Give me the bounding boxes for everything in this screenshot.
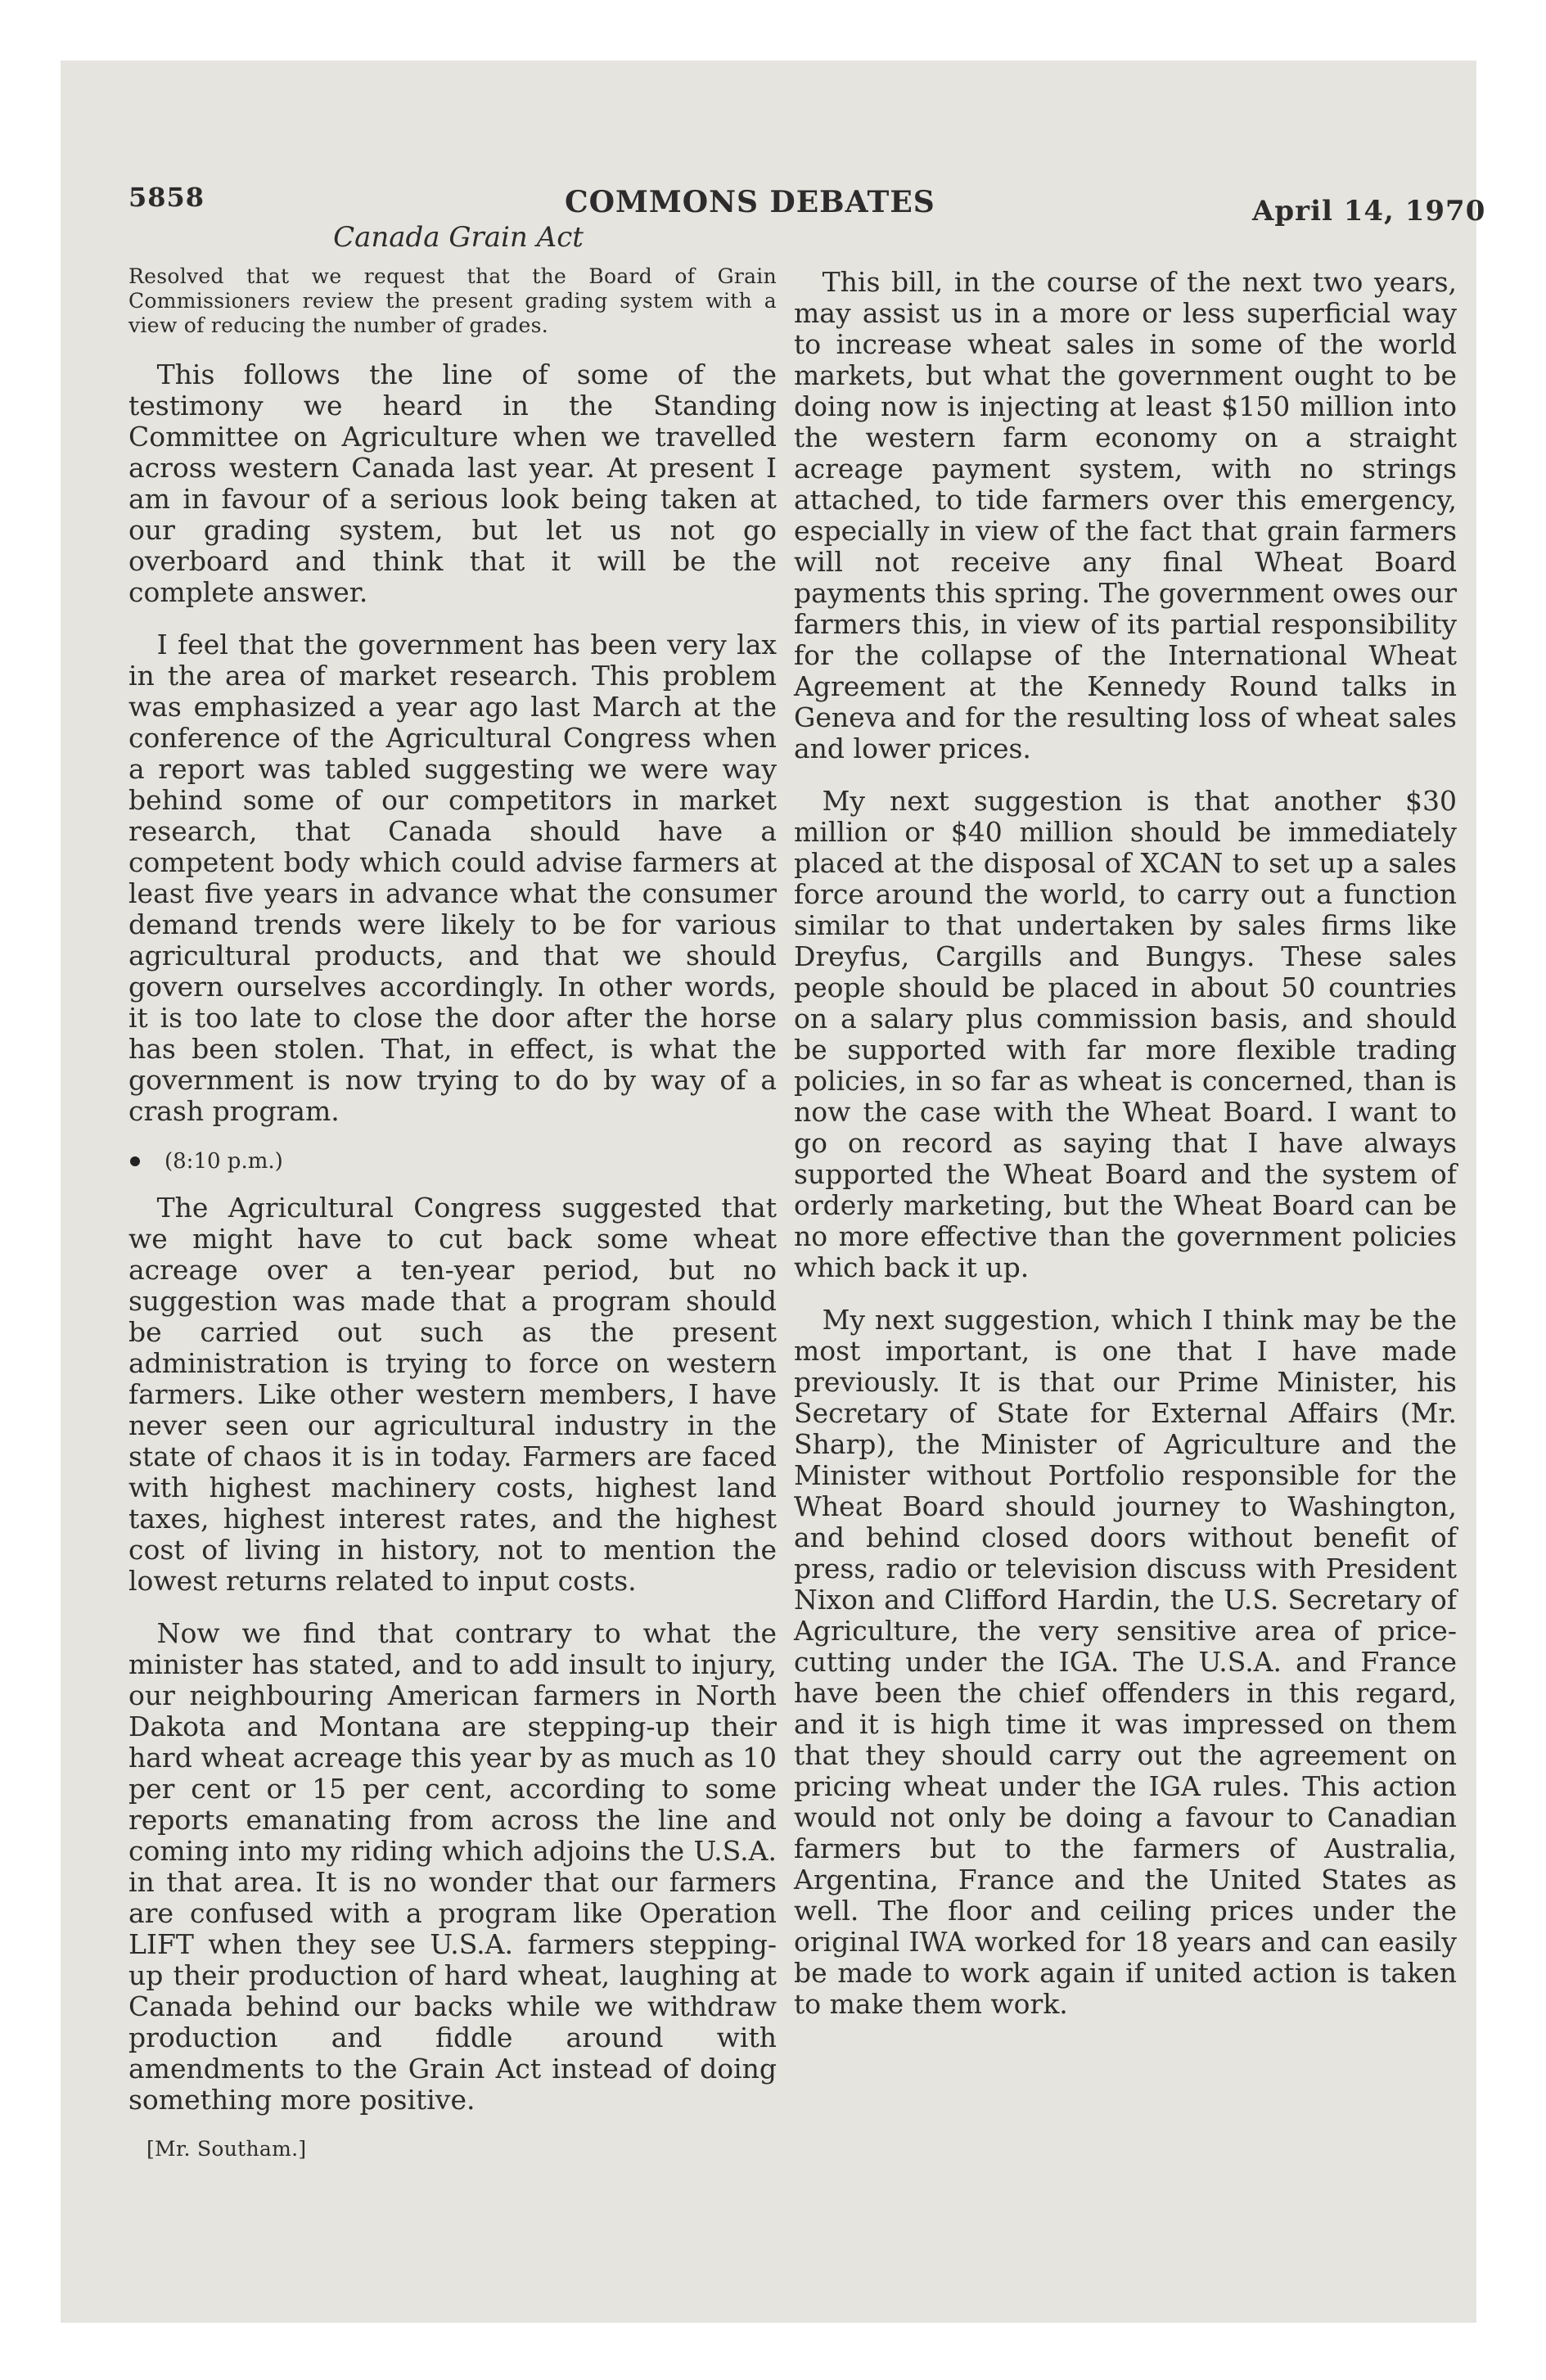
- time-stamp-text: (8:10 p.m.): [165, 1149, 283, 1174]
- publication-title: COMMONS DEBATES: [565, 185, 935, 219]
- time-stamp: [128, 1148, 777, 1174]
- paragraph: Now we find that contrary to what the minister has stated, and to add insult to injury, our neighbouring American farmers in North Dakota and Montana are stepping-up their hard wheat acreage this year by as much as 10 per cent or 15 per cent, according to some reports emanating from across the line and coming into my riding which adjoins the U.S.A. in that area. It is no wonder that our farmers are confused with a program like Operation LIFT when they see U.S.A. farmers stepping-up their production of hard wheat, laughing at Canada behind our backs while we withdraw production and fiddle around with amendments to the Grain Act instead of doing something more positive.: [128, 1617, 777, 2116]
- resolution-text: Resolved that we request that the Board of Grain Commissioners review the present grading system with a view of reducing the number of grades.: [128, 264, 777, 337]
- paragraph: The Agricultural Congress suggested that we might have to cut back some wheat acreage over a ten-year period, but no suggestion was made that a program should be carried out such as the present administration is trying to force on western farmers. Like other western members, I have never seen our agricultural industry in the state of chaos it is in today. Farmers are faced with highest machinery costs, highest land taxes, highest interest rates, and the highest cost of living in history, not to mention the lowest returns related to input costs.: [128, 1192, 777, 1597]
- bullet-icon: [130, 1156, 140, 1166]
- paragraph: This follows the line of some of the testimony we heard in the Standing Committee on Agriculture when we travelled across western Canada last year. At present I am in favour of a serious look being taken at our grading system, but let us not go overboard and think that it will be the complete answer.: [128, 358, 777, 608]
- paragraph: My next suggestion is that another $30 million or $40 million should be immediately placed at the disposal of XCAN to set up a sales force around the world, to carry out a function similar to that undertaken by sales firms like Dreyfus, Cargills and Bungys. These sales people should be placed in about 50 countries on a salary plus commission basis, and should be supported with far more flexible trading policies, in so far as wheat is concerned, than is now the case with the Wheat Board. I want to go on record as saying that I have always supported the Wheat Board and the system of orderly marketing, but the Wheat Board can be no more effective than the government policies which back it up.: [794, 785, 1457, 1283]
- left-column: [128, 264, 777, 2161]
- paragraph: I feel that the government has been very lax in the area of market research. This problem was emphasized a year ago last March at the conference of the Agricultural Congress when a report was tabled suggesting we were way behind some of our competitors in market research, that Canada should have a competent body which could advise farmers at least five years in advance what the consumer demand trends were likely to be for various agricultural products, and that we should govern ourselves accordingly. In other words, it is too late to close the door after the horse has been stolen. That, in effect, is what the government is now trying to do by way of a crash program.: [128, 629, 777, 1127]
- speaker-attribution: [Mr. Southam.]: [146, 2137, 307, 2161]
- paragraph: This bill, in the course of the next two years, may assist us in a more or less superficial way to increase wheat sales in some of the world markets, but what the government ought to be doing now is injecting at least $150 million into the western farm economy on a straight acreage payment system, with no strings attached, to tide farmers over this emergency, especially in view of the fact that grain farmers will not receive any final Wheat Board payments this spring. The government owes our farmers this, in view of its partial responsibility for the collapse of the International Wheat Agreement at the Kennedy Round talks in Geneva and for the resulting loss of wheat sales and lower prices.: [794, 266, 1457, 764]
- right-column: [794, 267, 1457, 2041]
- page-number: 5858: [128, 182, 205, 213]
- debate-date: April 14, 1970: [1252, 195, 1486, 228]
- paragraph: My next suggestion, which I think may be the most important, is one that I have made previously. It is that our Prime Minister, his Secretary of State for External Affairs (Mr. Sharp), the Minister of Agriculture and the Minister without Portfolio responsible for the Wheat Board should journey to Washington, and behind closed doors without benefit of press, radio or television discuss with President Nixon and Clifford Hardin, the U.S. Secretary of Agriculture, the very sensitive area of price-cutting under the IGA. The U.S.A. and France have been the chief offenders in this regard, and it is high time it was impressed on them that they should carry out the agreement on pricing wheat under the IGA rules. This action would not only be doing a favour to Canadian farmers but to the farmers of Australia, Argentina, France and the United States as well. The floor and ceiling prices under the original IWA worked for 18 years and can easily be made to work again if united action is taken to make them work.: [794, 1304, 1457, 2020]
- running-head: Canada Grain Act: [333, 221, 584, 254]
